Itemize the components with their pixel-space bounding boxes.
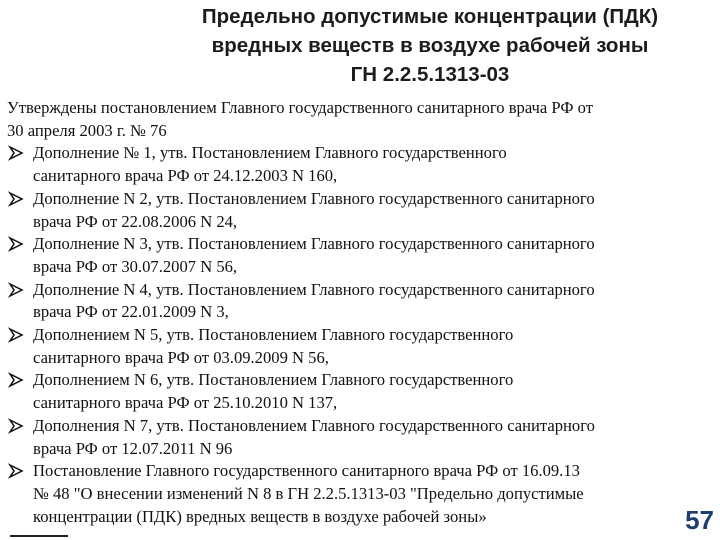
- arrowhead-bullet-icon: [7, 415, 29, 438]
- list-item-line-2: санитарного врача РФ от 03.09.2009 N 56,: [33, 347, 329, 367]
- intro-line-1: Утверждены постановлением Главного государственного санитарного врача РФ от: [7, 98, 593, 117]
- arrowhead-bullet-icon: [7, 279, 29, 302]
- list-item-line-2: врача РФ от 22.01.2009 N 3,: [33, 302, 229, 322]
- list-item-line-1: Дополнение N 2, утв. Постановлением Главного государственного санитарного: [33, 188, 595, 208]
- list-item-line-1: Дополнение N 4, утв. Постановлением Главного государственного санитарного: [33, 279, 595, 299]
- arrowhead-bullet-icon: [7, 460, 29, 483]
- list-item: [7, 324, 713, 369]
- document-body: [7, 97, 713, 528]
- list-item: [7, 188, 713, 233]
- footer-divider: [10, 535, 68, 537]
- intro-paragraph: [7, 97, 713, 142]
- list-item: [7, 415, 713, 460]
- list-item-line-3: концентрации (ПДК) вредных веществ в воздухе рабочей зоны»: [33, 506, 487, 526]
- arrowhead-bullet-icon: [7, 324, 29, 347]
- list-item-line-1: Дополнение N 3, утв. Постановлением Главного государственного санитарного: [33, 234, 595, 254]
- list-item-line-2: № 48 "О внесении изменений N 8 в ГН 2.2.5.1313-03 "Предельно допустимые: [33, 483, 584, 503]
- list-item-line-1: Постановление Главного государственного санитарного врача РФ от 16.09.13: [33, 461, 580, 481]
- title-line-1: Предельно допустимые концентрации (ПДК): [201, 5, 659, 28]
- title-line-2: вредных веществ в воздухе рабочей зоны: [211, 34, 649, 57]
- list-item-line-1: Дополнения N 7, утв. Постановлением Главного государственного санитарного: [33, 415, 595, 435]
- arrowhead-bullet-icon: [7, 233, 29, 256]
- list-item-line-1: Дополнением N 5, утв. Постановлением Главного государственного: [33, 325, 514, 345]
- list-item: [7, 369, 713, 414]
- list-item-line-2: врача РФ от 30.07.2007 N 56,: [33, 256, 238, 276]
- list-item: [7, 279, 713, 324]
- list-item: [7, 142, 713, 187]
- list-item-line-2: врача РФ от 22.08.2006 N 24,: [33, 211, 238, 231]
- list-item-line-1: Дополнение № 1, утв. Постановлением Главного государственного: [33, 143, 507, 163]
- list-item-line-2: санитарного врача РФ от 24.12.2003 N 160,: [33, 166, 338, 186]
- list-item-line-1: Дополнением N 6, утв. Постановлением Главного государственного: [33, 370, 514, 390]
- page-number: 57: [685, 505, 714, 535]
- list-item: [7, 233, 713, 278]
- arrowhead-bullet-icon: [7, 369, 29, 392]
- title-line-3: ГН 2.2.5.1313-03: [350, 63, 510, 86]
- list-item-line-2: санитарного врача РФ от 25.10.2010 N 137,: [33, 393, 338, 413]
- arrowhead-bullet-icon: [7, 142, 29, 165]
- list-item: [7, 460, 713, 528]
- amendments-list: [7, 142, 713, 528]
- list-item-line-2: врача РФ от 12.07.2011 N 96: [33, 438, 233, 458]
- arrowhead-bullet-icon: [7, 188, 29, 211]
- intro-line-2: 30 апреля 2003 г. № 76: [7, 120, 167, 140]
- slide-title: [140, 2, 720, 89]
